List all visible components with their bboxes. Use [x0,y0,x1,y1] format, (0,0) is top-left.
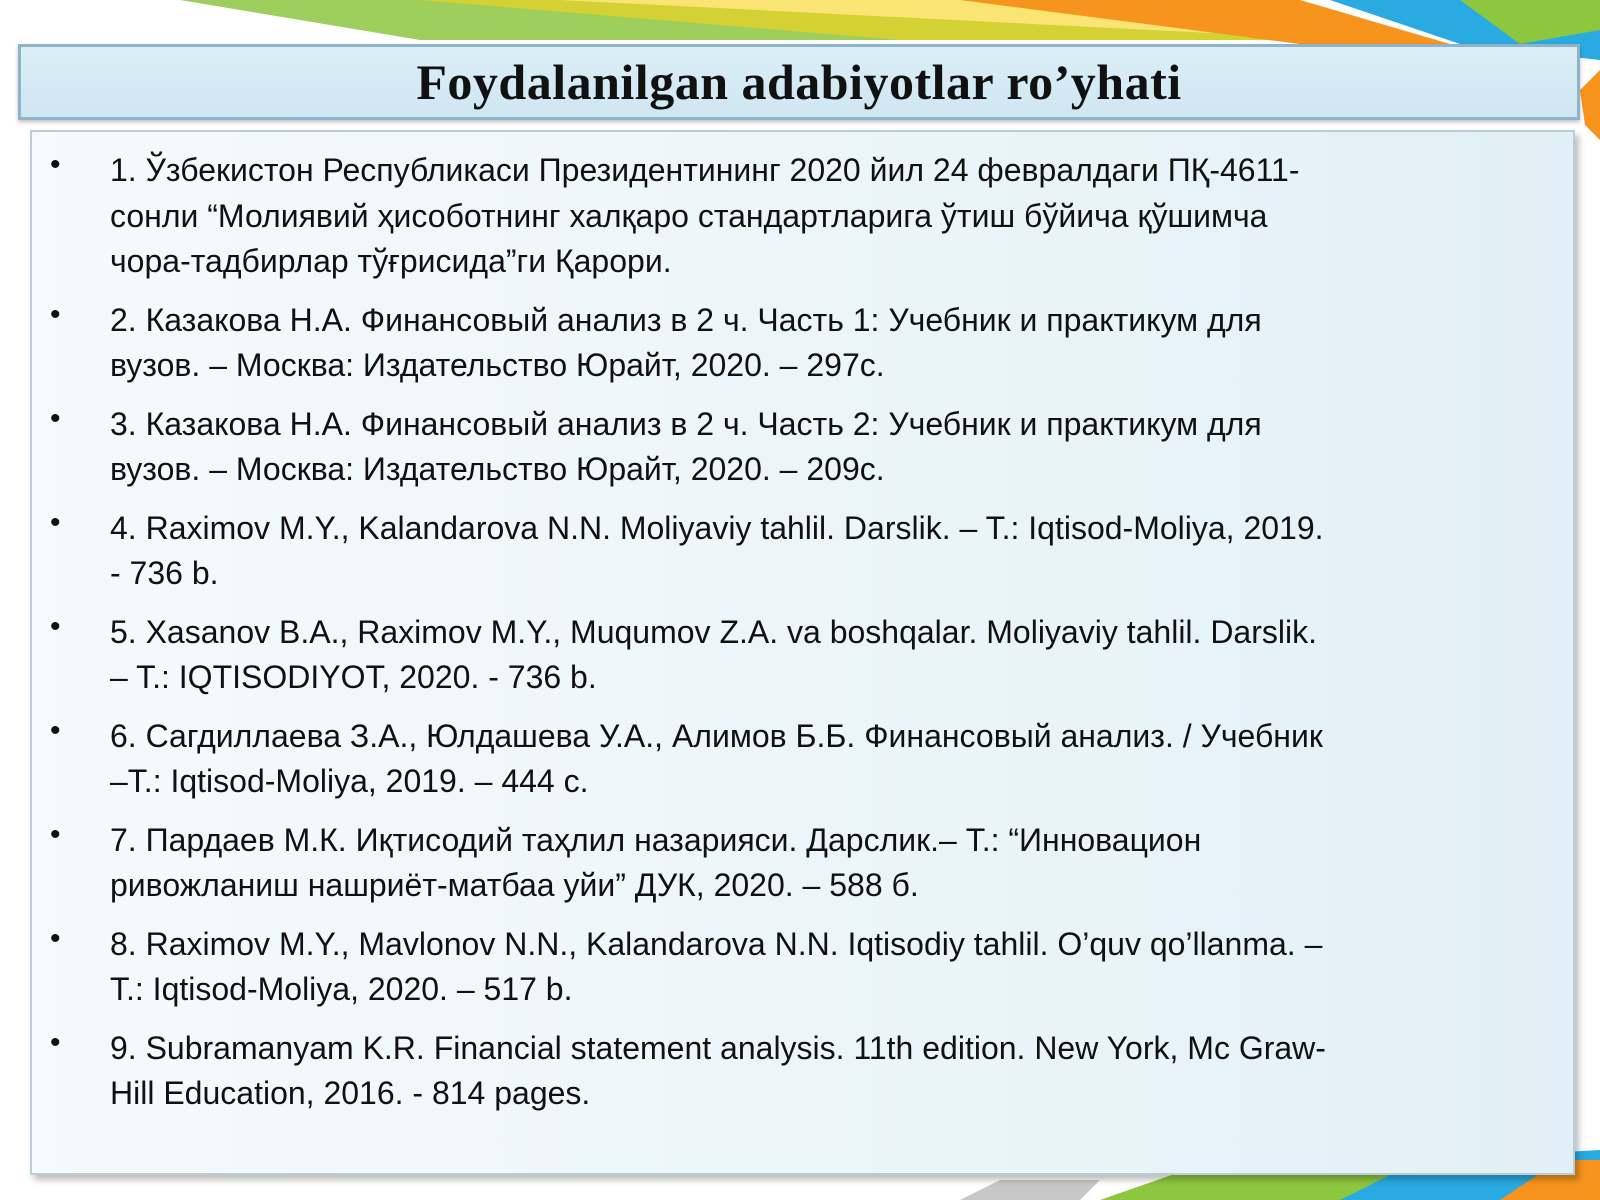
list-item [32,922,1573,1013]
list-item [32,610,1573,701]
bullet-icon: • [50,609,61,643]
reference-text: 8. Raximov M.Y., Mavlonov N.N., Kalandarova N.N. Iqtisodiy tahlil. O’quv qo’llanma. – T.: Iqtisod-Moliya, 2020. – 517 b. [110,925,1323,1007]
reference-text: 2. Казакова Н.А. Финансовый анализ в 2 ч. Часть 1: Учебник и практикум для вузов. – Москва: Издательство Юрайт, 2020. – 297с. [110,301,1262,383]
bullet-icon: • [50,297,61,331]
grey-swoosh-bottom [960,1180,1100,1200]
orange-swoosh-right [1580,70,1600,140]
bullet-icon: • [50,713,61,747]
list-item [32,714,1573,805]
list-item [32,506,1573,597]
reference-text: 6. Сагдиллаева З.А., Юлдашева У.А., Алимов Б.Б. Финансовый анализ. / Учебник –Т.: Iqtisod-Moliya, 2019. – 444 с. [110,717,1323,799]
reference-text: 4. Raximov M.Y., Kalandarova N.N. Moliyaviy tahlil. Darslik. – T.: Iqtisod-Moliya, 2019. - 736 b. [110,509,1324,591]
list-item [32,1026,1573,1117]
bullet-icon: • [50,1025,61,1059]
reference-text: 1. Ўзбекистон Республикаси Президентининг 2020 йил 24 февралдаги ПҚ-4611- сонли “Молиявий ҳисоботнинг халқаро стандартларига ўтиш бўйича қўшимча чора-тадбирлар тўғрисида”ги Қарори. [110,152,1300,279]
reference-text: 5. Xasanov B.A., Raximov M.Y., Muqumov Z.A. va boshqalar. Moliyaviy tahlil. Darslik. – T.: IQTISODIYOT, 2020. - 736 b. [110,613,1317,695]
title-bar [18,44,1580,120]
bullet-icon: • [50,921,61,955]
list-item [32,818,1573,909]
reference-text: 3. Казакова Н.А. Финансовый анализ в 2 ч. Часть 2: Учебник и практикум для вузов. – Москва: Издательство Юрайт, 2020. – 209с. [110,405,1262,487]
bullet-icon: • [50,505,61,539]
bullet-icon: • [50,401,61,435]
list-item [32,298,1573,389]
bullet-icon: • [50,148,61,181]
reference-text: 9. Subramanyam K.R. Financial statement analysis. 11th edition. New York, Mc Graw- Hill Education, 2016. - 814 pages. [110,1029,1326,1111]
list-item [32,148,1573,285]
reference-text: 7. Пардаев М.К. Иқтисодий таҳлил назарияси. Дарслик.– Т.: “Инновацион ривожланиш нашриёт-матбаа уйи” ДУК, 2020. – 588 б. [110,821,1202,903]
references-list [32,148,1573,1130]
bullet-icon: • [50,817,61,851]
references-panel [30,130,1575,1175]
list-item [32,402,1573,493]
page-title: Foydalanilgan adabiyotlar ro’yhati [416,54,1182,110]
